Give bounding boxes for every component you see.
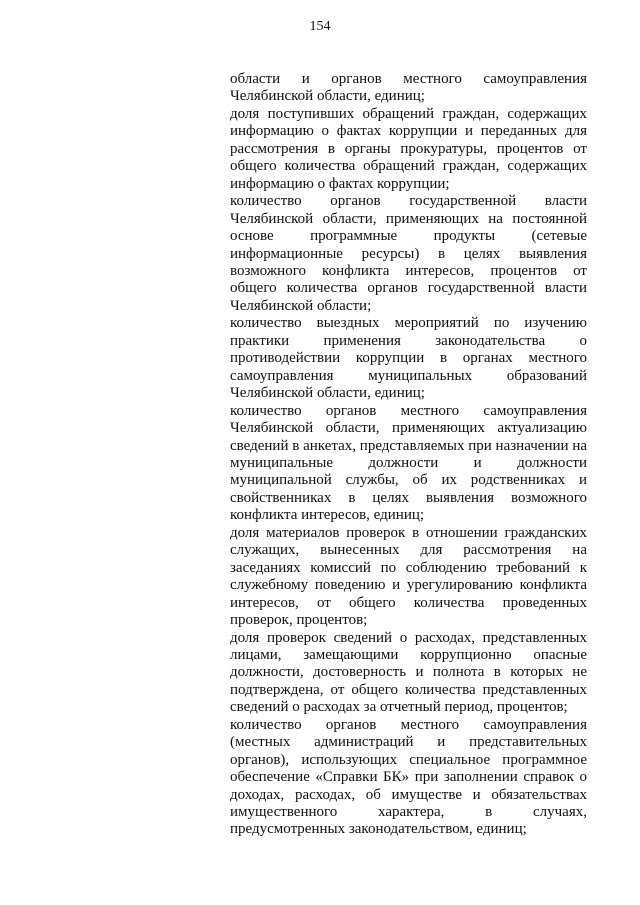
paragraph-2: доля поступивших обращений граждан, содержащих информацию о фактах коррупции и переданных для рассмотрения в органы прокуратуры, процентов от общего количества обращений граждан, содержащих информацию о фактах коррупции;	[230, 105, 587, 192]
paragraph-8: количество органов местного самоуправления (местных администраций и представительных органов), использующих специальное программное обеспечение «Справки БК» при заполнении справок о доходах, расходах, об имуществе и обязательствах имущественного характера, в случаях, предусмотренных законодательством, единиц;	[230, 716, 587, 838]
paragraph-7: доля проверок сведений о расходах, представленных лицами, замещающими коррупционно опасные должности, достоверность и полнота в которых не подтверждена, от общего количества представленных сведений о расходах за отчетный период, процентов;	[230, 629, 587, 716]
paragraph-3: количество органов государственной власти Челябинской области, применяющих на постоянной основе программные продукты (сетевые информационные ресурсы) в целях выявления возможного конфликта интересов, процентов от общего количества органов государственной власти Челябинской области;	[230, 193, 587, 314]
document-body	[230, 71, 587, 839]
page-number: 154	[309, 19, 331, 34]
paragraph-1: области и органов местного самоуправления Челябинской области, единиц;	[230, 71, 587, 105]
paragraph-5: количество органов местного самоуправления Челябинской области, применяющих актуализацию сведений в анкетах, представляемых при назначении на муниципальные должности и должности муниципальной службы, об их родственниках и свойственниках в целях выявления возможного конфликта интересов, единиц;	[230, 402, 587, 524]
paragraph-6: доля материалов проверок в отношении гражданских служащих, вынесенных для рассмотрения на заседаниях комиссий по соблюдению требований к служебному поведению и урегулированию конфликта интересов, от общего количества проведенных проверок, процентов;	[230, 524, 587, 629]
paragraph-4: количество выездных мероприятий по изучению практики применения законодательства о противодействии коррупции в органах местного самоуправления муниципальных образований Челябинской области, единиц;	[230, 315, 587, 402]
